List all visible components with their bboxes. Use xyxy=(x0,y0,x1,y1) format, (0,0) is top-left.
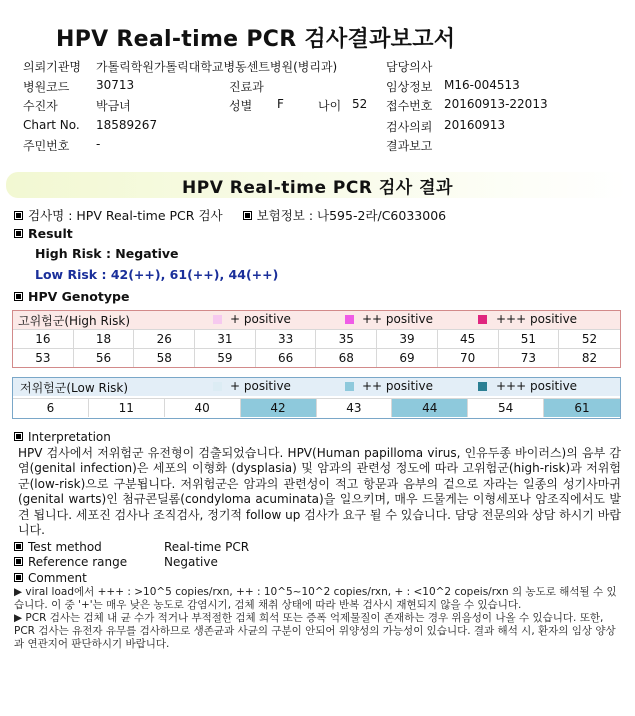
clinical-info-value: M16-004513 xyxy=(444,78,520,92)
age-label: 나이 xyxy=(318,99,342,113)
chart-label: Chart No. xyxy=(23,118,80,132)
genotype-cell: 16 xyxy=(13,329,74,348)
genotype-cell: 26 xyxy=(134,329,195,348)
genotype-cell: 56 xyxy=(74,348,135,367)
reception-label: 접수번호 xyxy=(386,99,433,113)
result-heading xyxy=(14,226,73,241)
high-risk-row-1 xyxy=(13,329,620,348)
comment-pcr-limits: ▶ PCR 검사는 검체 내 균 수가 적거나 부적절한 검체 희석 또는 증폭 억제물질이 존재하는 경우 위음성이 나올 수 있습니다. 또한, PCR 검사는 유전자 유무를 검사하므로 생존균과 사균의 구분이 안되어 위양성의 가능성이 있습니다. 결과 해석 시, 환자의 임상 양상과 연관지어 판단하시기 바랍니다. xyxy=(14,612,616,650)
genotype-cell: 66 xyxy=(256,348,317,367)
reference-range-row xyxy=(14,555,621,571)
low-risk-header-label: 저위험군(Low Risk) xyxy=(20,381,129,395)
genotype-cell: 18 xyxy=(74,329,135,348)
genotype-cell: 31 xyxy=(195,329,256,348)
reference-range-value: Negative xyxy=(164,555,218,569)
clinical-info-label: 임상정보 xyxy=(386,80,433,94)
genotype-cell: 35 xyxy=(316,329,377,348)
genotype-cell: 82 xyxy=(559,348,620,367)
legend-plus3: +++ positive xyxy=(496,379,578,393)
genotype-cell: 43 xyxy=(317,398,393,417)
hospital-code-label: 병원코드 xyxy=(23,80,70,94)
report-title: HPV Real-time PCR 검사결과보고서 xyxy=(56,27,456,52)
checkbox-icon xyxy=(14,557,23,566)
genotype-cell: 58 xyxy=(134,348,195,367)
reception-value: 20160913-22013 xyxy=(444,97,548,111)
genotype-cell: 44 xyxy=(392,398,468,417)
genotype-heading xyxy=(14,289,129,304)
genotype-cell: 73 xyxy=(499,348,560,367)
interpretation-label: Interpretation xyxy=(28,430,111,444)
interpretation-heading xyxy=(14,430,621,446)
interpretation-section xyxy=(14,430,621,651)
legend-swatch-plus xyxy=(213,382,222,391)
high-risk-row-2 xyxy=(13,348,620,367)
legend-plus2: ++ positive xyxy=(362,312,433,326)
genotype-cell: 69 xyxy=(377,348,438,367)
section-title: HPV Real-time PCR 검사 결과 xyxy=(182,178,453,198)
sex-label: 성별 xyxy=(229,99,253,113)
genotype-cell: 42 xyxy=(241,398,317,417)
sex-value: F xyxy=(277,97,284,111)
doctor-label: 담당의사 xyxy=(386,60,433,74)
institution-value: 가톨릭학원가톨릭대학교병동센트병원(병리과) xyxy=(96,60,338,74)
legend-plus: + positive xyxy=(230,312,291,326)
genotype-cell: 54 xyxy=(468,398,544,417)
department-label: 진료과 xyxy=(229,80,264,94)
genotype-cell: 45 xyxy=(438,329,499,348)
age-value: 52 xyxy=(352,97,368,111)
legend-plus3: +++ positive xyxy=(496,312,578,326)
checkbox-icon xyxy=(14,573,23,582)
genotype-cell: 39 xyxy=(377,329,438,348)
legend-swatch-plus xyxy=(213,315,222,324)
checkbox-icon xyxy=(14,211,23,220)
genotype-cell: 61 xyxy=(544,398,620,417)
genotype-cell: 52 xyxy=(559,329,620,348)
request-label: 검사의뢰 xyxy=(386,120,433,134)
genotype-cell: 51 xyxy=(499,329,560,348)
patient-label: 수진자 xyxy=(23,99,58,113)
genotype-cell: 53 xyxy=(13,348,74,367)
genotype-cell: 68 xyxy=(316,348,377,367)
genotype-cell: 11 xyxy=(89,398,165,417)
comment-label: Comment xyxy=(28,570,87,585)
test-method-row xyxy=(14,540,621,556)
genotype-cell: 33 xyxy=(256,329,317,348)
checkbox-icon xyxy=(14,542,23,551)
legend-swatch-plus2 xyxy=(345,382,354,391)
chart-value: 18589267 xyxy=(96,118,158,132)
genotype-cell: 40 xyxy=(165,398,241,417)
checkbox-icon xyxy=(14,229,23,238)
insurance-info: 보험정보 : 나595-2라/C6033006 xyxy=(256,208,447,223)
genotype-cell: 59 xyxy=(195,348,256,367)
checkbox-icon xyxy=(14,432,23,441)
test-method-value: Real-time PCR xyxy=(164,539,250,554)
checkbox-icon xyxy=(14,292,23,301)
test-method-label: Test method xyxy=(28,539,102,554)
institution-label: 의뢰기관명 xyxy=(23,60,81,74)
checkbox-icon xyxy=(243,211,252,220)
result-label: Result xyxy=(28,226,73,241)
id-value: - xyxy=(96,137,101,151)
genotype-cell: 6 xyxy=(13,398,89,417)
genotype-label: HPV Genotype xyxy=(28,289,130,304)
legend-plus: + positive xyxy=(230,379,291,393)
legend-swatch-plus3 xyxy=(478,382,487,391)
legend-swatch-plus3 xyxy=(478,315,487,324)
test-name-line xyxy=(14,206,446,224)
comment-viral-load: ▶ viral load에서 +++ : >10^5 copies/rxn, ++ : 10^5~10^2 copies/rxn, + : <10^2 copeis/rxn 의 농도로 해석될 수 있습니다. 이 중 '+'는 매우 낮은 농도로 감염시기, 검체 채취 상태에 따라 반복 검사시 재현되지 않을 수 있습니다. xyxy=(14,586,617,611)
reference-range-label: Reference range xyxy=(28,555,128,569)
low-risk-result: Low Risk : 42(++), 61(++), 44(++) xyxy=(35,267,279,282)
high-risk-header-label: 고위험군(High Risk) xyxy=(18,314,130,328)
test-name: 검사명 : HPV Real-time PCR 검사 xyxy=(28,208,223,223)
report-label: 결과보고 xyxy=(386,139,433,153)
id-label: 주민번호 xyxy=(23,139,70,153)
comment-heading xyxy=(14,571,621,587)
request-value: 20160913 xyxy=(444,118,506,132)
patient-value: 박금녀 xyxy=(96,99,131,113)
low-risk-row xyxy=(13,398,620,418)
high-risk-result: High Risk : Negative xyxy=(35,246,179,261)
legend-plus2: ++ positive xyxy=(362,379,433,393)
hospital-code-value: 30713 xyxy=(96,78,135,92)
genotype-cell: 70 xyxy=(438,348,499,367)
legend-swatch-plus2 xyxy=(345,315,354,324)
interpretation-text: HPV 검사에서 저위험군 유전형이 검출되었습니다. HPV(Human papilloma virus, 인유두종 바이러스)의 음부 감염(genital infection)은 세포의 이형화 (dysplasia) 및 암과의 관련성 정도에 따라 고위험군(high-risk)과 저위험군(low-risk)으로 구분됩니다. 저위험군은 암과의 관련성이 적고 항문과 음부의 겉으로 자라는 일종의 성기사마귀(genital warts)인 첨규콘딜롬(condyloma acuminata)을 일으키며, 매우 드물게는 이형세포나 암조직에서도 발견 됩니다. 세포진 검사나 조직검사, 정기적 follow up 검사가 요구 될 수 있습니다. 담당 전문의와 상담 하시기 바랍니다. xyxy=(18,445,621,537)
